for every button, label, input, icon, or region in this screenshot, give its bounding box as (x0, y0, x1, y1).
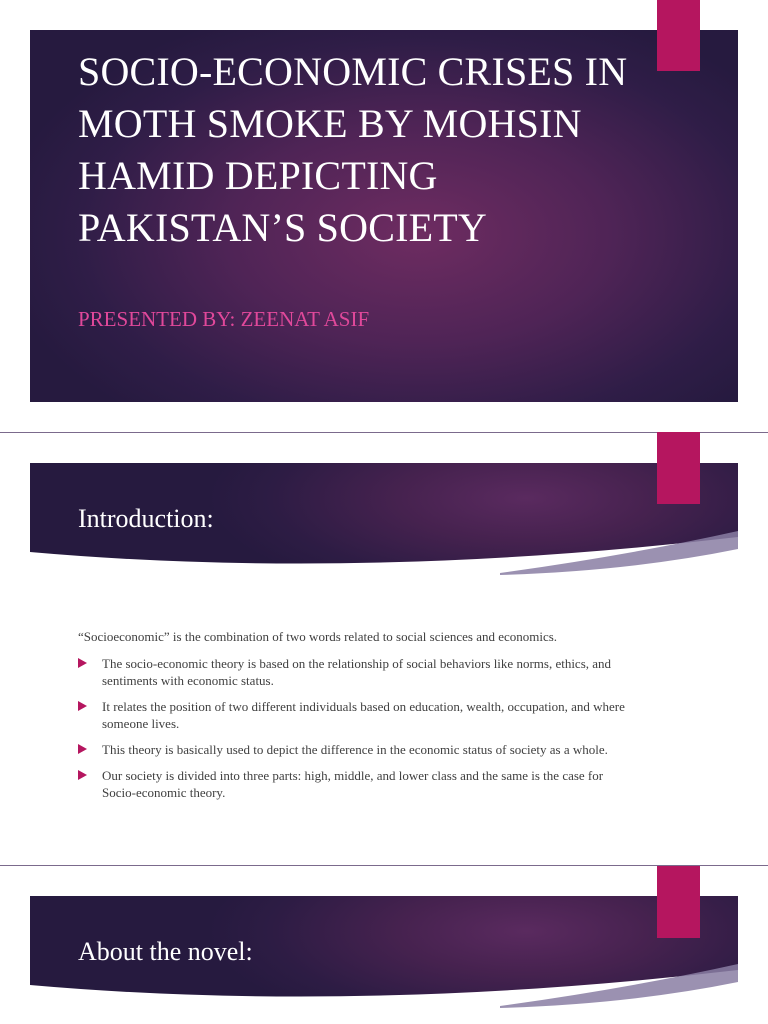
list-item (78, 698, 626, 732)
arrow-bullet-icon (78, 744, 87, 754)
bullet-text: This theory is basically used to depict the difference in the economic status of society as a whole. (102, 742, 608, 757)
list-item (78, 767, 626, 801)
slide-divider (0, 432, 768, 433)
intro-bullet-list (78, 655, 626, 801)
arrow-bullet-icon (78, 701, 87, 711)
intro-body (78, 628, 626, 810)
bullet-text: It relates the position of two different individuals based on education, wealth, occupation, and where someone lives. (102, 699, 625, 731)
bullet-text: Our society is divided into three parts: high, middle, and lower class and the same is the case for Socio-economic theory. (102, 768, 604, 800)
accent-tab (657, 866, 700, 938)
arrow-bullet-icon (78, 770, 87, 780)
intro-heading: Introduction: (78, 504, 214, 533)
novel-header-band (30, 896, 738, 1014)
intro-header-band (30, 463, 738, 581)
presenter-line: PRESENTED BY: ZEENAT ASIF (78, 307, 370, 331)
list-item (78, 655, 626, 689)
slide-divider (0, 865, 768, 866)
intro-lead-text: “Socioeconomic” is the combination of two words related to social sciences and economics. (78, 629, 558, 644)
list-item (78, 741, 626, 758)
accent-tab (657, 0, 700, 71)
bullet-text: The socio-economic theory is based on the relationship of social behaviors like norms, ethics, and sentiments with economic status. (102, 656, 612, 688)
title-slide (30, 30, 738, 402)
accent-tab (657, 432, 700, 504)
arrow-bullet-icon (78, 658, 87, 668)
presentation-title: SOCIO-ECONOMIC CRISES IN MOTH SMOKE BY MOHSIN HAMID DEPICTING PAKISTAN’S SOCIETY (78, 49, 628, 250)
novel-heading: About the novel: (78, 937, 253, 966)
